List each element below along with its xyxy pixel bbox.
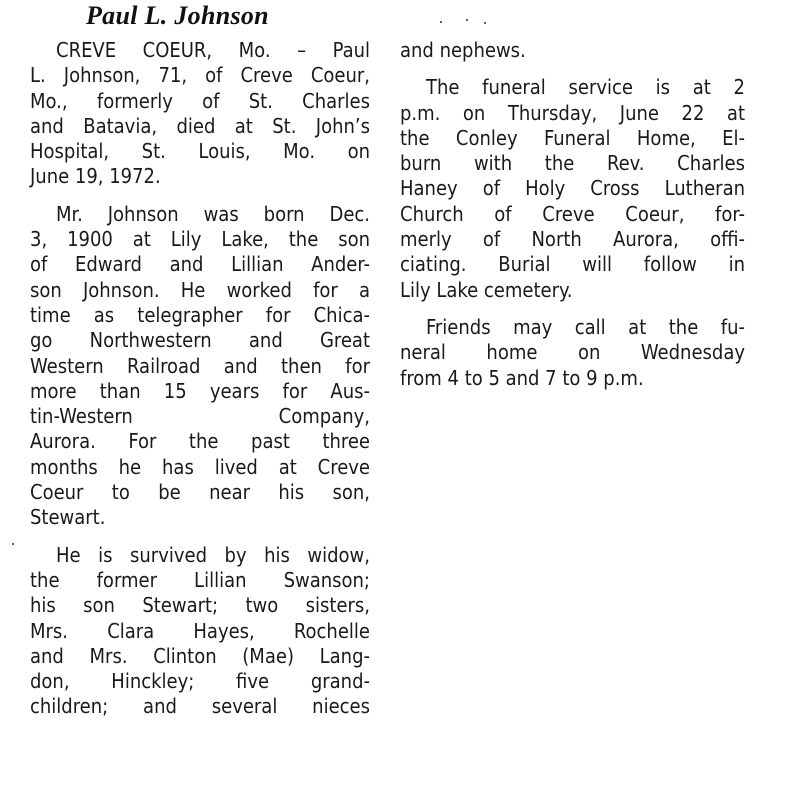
- text-line: Hospital, St. Louis, Mo. on: [30, 139, 370, 164]
- text-line: and nephews.: [400, 38, 526, 62]
- text-line: CREVE COEUR, Mo. – Paul: [56, 38, 370, 62]
- text-line: Mr. Johnson was born Dec.: [56, 201, 370, 226]
- text-line: Lily Lake cemetery.: [400, 277, 573, 302]
- text-line: Haney of Holy Cross Lutheran: [400, 176, 745, 201]
- text-line: Church of Creve Coeur, for-: [400, 201, 745, 226]
- text-line: The funeral service is at 2: [426, 75, 745, 100]
- text-line: merly of North Aurora, offi-: [400, 227, 745, 252]
- text-line: June 19, 1972.: [30, 164, 161, 189]
- text-line: L. Johnson, 71, of Creve Coeur,: [30, 63, 370, 88]
- text-line: the former Lillian Swanson;: [30, 567, 370, 592]
- left-column: [30, 38, 370, 720]
- text-line: and Mrs. Clinton (Mae) Lang-: [30, 643, 370, 668]
- text-line: son Johnson. He worked for a: [30, 277, 370, 302]
- text-line: months he has lived at Creve: [30, 454, 370, 479]
- text-line: ciating. Burial will follow in: [400, 252, 745, 277]
- text-line: tin-Western Company,: [30, 404, 370, 429]
- text-line: Coeur to be near his son,: [30, 480, 370, 505]
- text-line: Mrs. Clara Hayes, Rochelle: [30, 618, 370, 643]
- right-column: [400, 38, 745, 391]
- print-speck: [440, 21, 442, 23]
- paragraph-gap: [30, 190, 370, 202]
- text-line: Friends may call at the fu-: [426, 314, 745, 339]
- paragraph-gap: [30, 531, 370, 543]
- text-line: He is survived by his widow,: [56, 542, 370, 567]
- paragraph-gap: [400, 63, 745, 75]
- text-line: of Edward and Lillian Ander-: [30, 252, 370, 277]
- text-line: the Conley Funeral Home, El-: [400, 125, 745, 150]
- text-line: 3, 1900 at Lily Lake, the son: [30, 227, 370, 252]
- obituary-headline: Paul L. Johnson: [86, 1, 269, 30]
- text-line: and Batavia, died at St. John’s: [30, 113, 370, 138]
- print-speck: [12, 543, 14, 545]
- paragraph-gap: [400, 303, 745, 315]
- text-line: Stewart.: [30, 505, 106, 530]
- text-line: time as telegrapher for Chica-: [30, 302, 370, 327]
- text-line: burn with the Rev. Charles: [400, 151, 745, 176]
- text-line: don, Hinckley; five grand-: [30, 669, 370, 694]
- text-line: Mo., formerly of St. Charles: [30, 88, 370, 113]
- print-speck: [484, 22, 486, 24]
- print-speck: [466, 19, 468, 21]
- text-line: his son Stewart; two sisters,: [30, 593, 370, 618]
- text-line: Aurora. For the past three: [30, 429, 370, 454]
- text-line: neral home on Wednesday: [400, 340, 745, 365]
- text-line: go Northwestern and Great: [30, 328, 370, 353]
- text-line: from 4 to 5 and 7 to 9 p.m.: [400, 365, 644, 390]
- text-line: more than 15 years for Aus-: [30, 378, 370, 403]
- text-line: p.m. on Thursday, June 22 at: [400, 100, 745, 125]
- text-line: Western Railroad and then for: [30, 353, 370, 378]
- text-line: children; and several nieces: [30, 694, 370, 719]
